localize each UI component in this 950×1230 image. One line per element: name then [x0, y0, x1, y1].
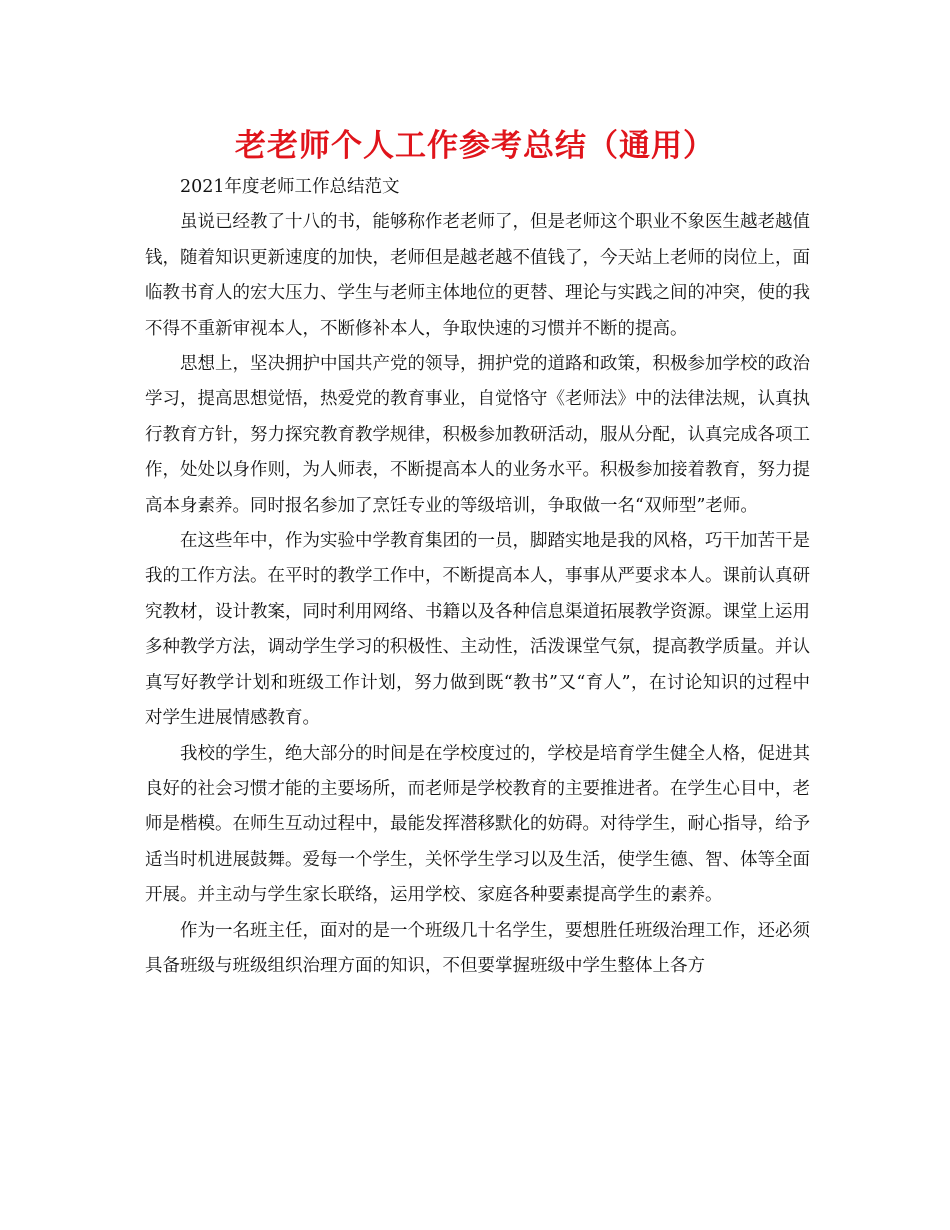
paragraph: 作为一名班主任，面对的是一个班级几十名学生，要想胜任班级治理工作，还必须具备班级与班级组织治理方面的知识，不但要掌握班级中学生整体上各方	[145, 920, 810, 976]
paragraph: 我校的学生，绝大部分的时间是在学校度过的，学校是培育学生健全人格，促进其良好的社会习惯才能的主要场所，而老师是学校教育的主要推进者。在学生心目中，老师是楷模。在师生互动过程中，最能发挥潜移默化的妨碍。对待学生，耐心指导，给予适当时机进展鼓舞。爱每一个学生，关怀学生学习以及生活，使学生德、智、体等全面开展。并主动与学生家长联络，运用学校、家庭各种要素提高学生的素养。	[145, 743, 810, 906]
document-title: 老老师个人工作参考总结（通用）	[235, 128, 715, 164]
document-body	[145, 170, 810, 984]
paragraph: 思想上，坚决拥护中国共产党的领导，拥护党的道路和政策，积极参加学校的政治学习，提高思想觉悟，热爱党的教育事业，自觉恪守《老师法》中的法律法规，认真执行教育方针，努力探究教育教学规律，积极参加教研活动，服从分配，认真完成各项工作，处处以身作则，为人师表，不断提高本人的业务水平。积极参加接着教育，努力提高本身素养。同时报名参加了烹饪专业的等级培训，争取做一名“双师型”老师。	[145, 354, 810, 516]
paragraph: 虽说已经教了十八的书，能够称作老老师了，但是老师这个职业不象医生越老越值钱，随着知识更新速度的加快，老师但是越老越不值钱了，今天站上老师的岗位上，面临教书育人的宏大压力、学生与老师主体地位的更替、理论与实践之间的冲突，使的我不得不重新审视本人，不断修补本人，争取快速的习惯并不断的提高。	[145, 212, 810, 339]
subtitle-line: 2021年度老师工作总结范文	[180, 177, 400, 197]
paragraph: 在这些年中，作为实验中学教育集团的一员，脚踏实地是我的风格，巧干加苦干是我的工作方法。在平时的教学工作中，不断提高本人，事事从严要求本人。课前认真研究教材，设计教案，同时利用网络、书籍以及各种信息渠道拓展教学资源。课堂上运用多种教学方法，调动学生学习的积极性、主动性，活泼课堂气氛，提高教学质量。并认真写好教学计划和班级工作计划，努力做到既“教书”又“育人”，在讨论知识的过程中对学生进展情感教育。	[145, 531, 810, 729]
